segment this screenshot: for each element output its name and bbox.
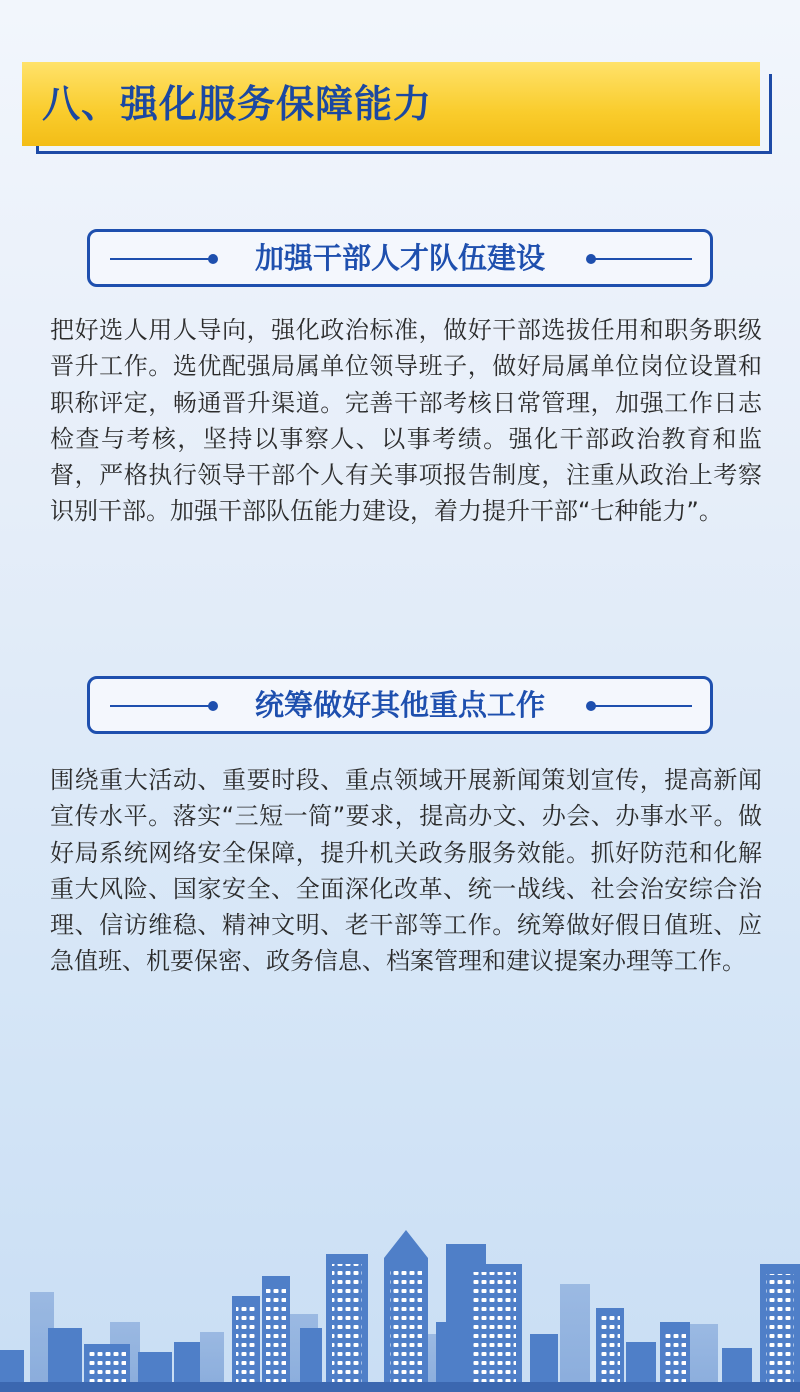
section-title-box-2 — [87, 676, 713, 734]
section-title-box-1 — [87, 229, 713, 287]
header-yellow-bar — [22, 62, 760, 146]
decor-line-right — [592, 705, 692, 707]
decor-dot-left — [208, 254, 218, 264]
section-body-1: 把好选人用人导向，强化政治标准，做好干部选拔任用和职务职级晋升工作。选优配强局属单位领导班子，做好局属单位岗位设置和职称评定，畅通晋升渠道。完善干部考核日常管理，加强工作日志检查与考核，坚持以事察人、以事考绩。强化干部政治教育和监督，严格执行领导干部个人有关事项报告制度，注重从政治上考察识别干部。加强干部队伍能力建设，着力提升干部“七种能力”。 — [50, 316, 762, 526]
main-header-banner — [22, 62, 774, 158]
decor-line-right — [592, 258, 692, 260]
decor-line-left — [110, 258, 210, 260]
section-title-1: 加强干部人才队伍建设 — [254, 241, 545, 275]
page-title: 八、强化服务保障能力 — [42, 82, 433, 126]
city-skyline-illustration — [0, 1224, 800, 1392]
decor-line-left — [110, 705, 210, 707]
section-title-2: 统筹做好其他重点工作 — [254, 688, 545, 722]
decor-dot-left — [208, 701, 218, 711]
section-body-2: 围绕重大活动、重要时段、重点领域开展新闻策划宣传，提高新闻宣传水平。落实“三短一简”要求，提高办文、办会、办事水平。做好局系统网络安全保障，提升机关政务服务效能。抓好防范和化解重大风险、国家安全、全面深化改革、统一战线、社会治安综合治理、信访维稳、精神文明、老干部等工作。统筹做好假日值班、应急值班、机要保密、政务信息、档案管理和建议提案办理等工作。 — [50, 766, 762, 976]
